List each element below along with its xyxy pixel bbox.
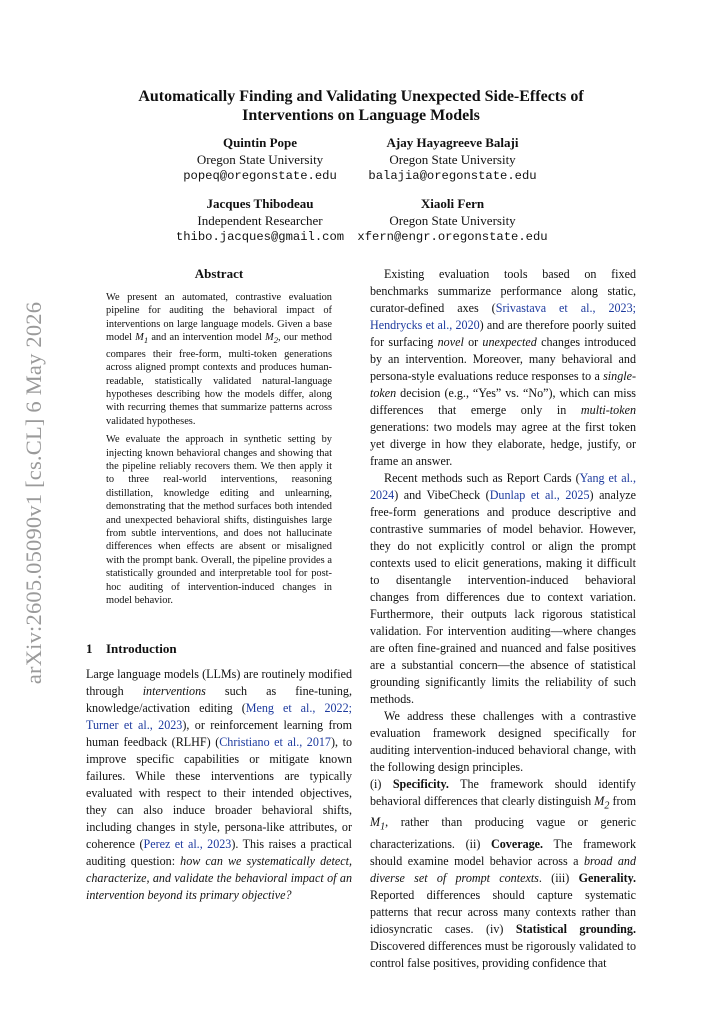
citation-link[interactable]: Perez et al., 2023 (143, 837, 232, 851)
author-block (170, 134, 350, 185)
right-paragraph-1: Existing evaluation tools based on fixed benchmarks summarize performance along static, curator-defined axes (Srivastava et al., 2023; Hendrycks et al., 2020) and are therefore poorly suited for surfacing novel or unexpected changes introduced by an intervention. Moreover, many behavioral and persona-style evaluations reduce responses to a single-token decision (e.g., “Yes” vs. “No”), which can miss differences that emerge only in multi-token generations: two models may agree at the first token yet diverge in how they elaborate, hedge, justify, or frame an answer. (370, 267, 637, 468)
abstract-paragraph-1: We present an automated, contrastive evaluation pipeline for auditing the behavioral impact of interventions on large language models. Given a base model $M_1$ and an intervention model $M_2$, our method compares their free-form, multi-token generations across aligned prompt contexts and produces human-readable, statistically validated natural-language hypotheses describing how the models differ, along with recurring themes that summarize patterns across validated hypotheses. (106, 292, 332, 427)
author-affiliation: Oregon State University (389, 213, 516, 228)
author-name: Quintin Pope (222, 135, 298, 150)
author-name: Xiaoli Fern (420, 196, 485, 211)
section-heading-introduction (86, 641, 352, 657)
introduction-column (86, 666, 352, 904)
author-name: Ajay Hayagreeve Balaji (386, 135, 519, 150)
author-affiliation: Oregon State University (196, 152, 324, 167)
citation-link[interactable]: Srivastava et al., 2023; Hendrycks et al., 2020 (370, 301, 637, 332)
abstract-heading: Abstract (194, 266, 244, 281)
author-email[interactable]: balajia@oregonstate.edu (368, 169, 537, 183)
author-affiliation: Oregon State University (389, 152, 516, 167)
title-line-2: Interventions on Language Models (242, 107, 480, 124)
section-number: 1 (86, 641, 93, 656)
abstract-paragraph-2: We evaluate the approach in synthetic setting by injecting known behavioral changes and showing that the pipeline reliably recovers them. We then apply it to three real-world interventions, reasoning distillation, knowledge editing and unlearning, demonstrating that the method surfaces both intended and unexpected behavioral shifts, distinguishes large from subtle interventions, and does not hallucinate differences when effects are absent or misaligned with the prompt bank. Overall, the pipeline provides a statistically grounded and interpretable tool for post-hoc auditing of intervention-induced changes in model behavior. (106, 434, 332, 607)
author-email[interactable]: popeq@oregonstate.edu (183, 169, 337, 183)
intro-paragraph-1: Large language models (LLMs) are routinely modified through interventions such as fine-tuning, knowledge/activation editing (Meng et al., 2022; Turner et al., 2023), or reinforcement learning from human feedback (RLHF) (Christiano et al., 2017), to improve specific capabilities or mitigate known failures. While these interventions are typically evaluated with respect to their intended objectives, they can also induce broader behavioral shifts, including changes in style, persona-like attributes, or coherence (Perez et al., 2023). This raises a practical auditing question: how can we systematically detect, characterize, and validate the behavioral impact of an intervention beyond its primary objective? (86, 667, 352, 902)
paper-title (86, 87, 636, 125)
title-line-1: Automatically Finding and Validating Unexpected Side-Effects of (138, 88, 584, 105)
author-block (355, 195, 550, 246)
author-block (170, 195, 350, 246)
author-email[interactable]: xfern@engr.oregonstate.edu (357, 230, 548, 244)
author-affiliation: Independent Researcher (197, 213, 323, 228)
citation-link[interactable]: Dunlap et al., 2025 (489, 488, 590, 502)
right-column (370, 266, 636, 972)
right-paragraph-3: We address these challenges with a contrastive evaluation framework designed specifically for auditing intervention-induced behavioral change, with the following design principles. (370, 709, 636, 774)
section-title: Introduction (106, 641, 177, 656)
abstract-body (106, 291, 332, 612)
arxiv-identifier-stamp (18, 295, 50, 690)
right-paragraph-2: Recent methods such as Report Cards (Yang et al., 2024) and VibeCheck (Dunlap et al., 2025) analyze free-form generations and produce descriptive and contrastive summaries of model behavior. However, they do not explicitly control or align the prompt contexts used to elicit generations, making it difficult to disentangle intervention-induced behavioral changes from differences due to context variation. Furthermore, their outputs lack rigorous statistical validation. For intervention auditing—where changes are often fine-grained and nuanced and false positives are a substantial concern—the absence of statistical grounding significantly limits the reliability of such methods. (370, 471, 636, 706)
author-name: Jacques Thibodeau (206, 196, 314, 211)
author-email[interactable]: thibo.jacques@gmail.com (175, 230, 345, 244)
citation-link[interactable]: Meng et al., 2022; Turner et al., 2023 (86, 701, 352, 732)
citation-link[interactable]: Christiano et al., 2017 (219, 735, 331, 749)
arxiv-id-text: arXiv:2605.05090v1 [cs.CL] 6 May 2026 (21, 301, 46, 684)
design-principles-paragraph: (i) Specificity. The framework should identify behavioral differences that clearly distinguish $M_2$ from $M_1$, rather than producing vague or generic characterizations. (ii) Coverage. The framework should examine model behavior across a broad and diverse set of prompt contexts. (iii) Generality. Reported differences should capture systematic patterns that recur across many contexts rather than idiosyncratic cases. (iv) Statistical grounding. Discovered differences must be rigorously validated to control false positives, providing confidence that (370, 777, 637, 970)
author-block (355, 134, 550, 185)
citation-link[interactable]: Yang et al., 2024 (370, 471, 636, 502)
